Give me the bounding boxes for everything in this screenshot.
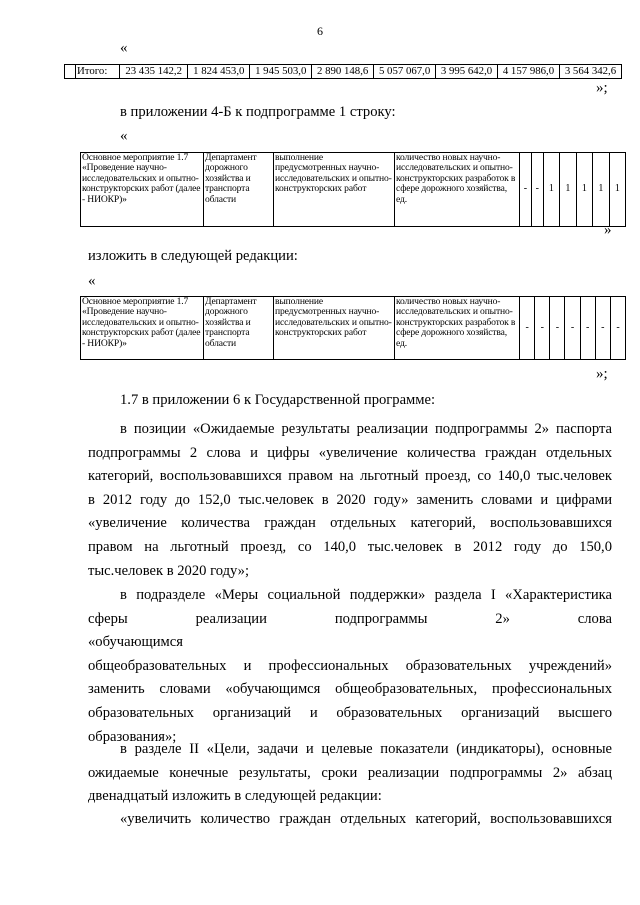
totals-value: 1 945 503,0 (250, 65, 312, 79)
quote-close: »; (596, 80, 608, 96)
totals-value: 4 157 986,0 (498, 65, 560, 79)
value-cell: - (565, 297, 580, 360)
value-cell: - (550, 297, 565, 360)
value-cell: 1 (543, 153, 559, 227)
paragraph-2 (88, 584, 612, 749)
intro-text-2: изложить в следующей редакции: (88, 248, 298, 264)
measure-table-old (80, 152, 626, 227)
totals-table (64, 64, 622, 79)
value-cell: - (580, 297, 595, 360)
paragraph-3 (88, 738, 612, 809)
value-cell: 1 (576, 153, 592, 227)
measure-table-new (80, 296, 626, 360)
value-cell: - (531, 153, 543, 227)
text-line: образования»; (88, 728, 177, 745)
value-cell: 1 (560, 153, 576, 227)
value-cell: 1 (593, 153, 609, 227)
value-cell: - (520, 297, 535, 360)
intro-text-1: в приложении 4-Б к подпрограмме 1 строку: (120, 104, 396, 120)
text-line: ожидаемые конечные результаты, сроки реализации подпрограммы 2» абзац (88, 764, 612, 781)
measure-name-cell: Основное мероприятие 1.7 «Проведение научно-исследовательских и опытно-конструкторских работ (далее - НИОКР)» (81, 153, 204, 227)
table-row (81, 297, 626, 360)
value-cell: - (520, 153, 532, 227)
measure-name-cell: Основное мероприятие 1.7 «Проведение научно-исследовательских и опытно-конструкторских работ (далее - НИОКР)» (81, 297, 204, 360)
indicator-cell: количество новых научно-исследовательских и опытно-конструкторских разработок в сфере дорожного хозяйства, ед. (395, 297, 520, 360)
quote-close: » (604, 222, 612, 238)
page-number: 6 (317, 24, 323, 38)
table-cell-empty (65, 65, 76, 79)
text-line: заменить словами «обучающимся общеобразовательных, профессиональных (88, 681, 612, 698)
text-line: образовательных организаций и образовательных организаций высшего (88, 704, 612, 721)
text-line: сферы реализации подпрограммы 2» слова «обучающимся (88, 610, 612, 651)
activity-cell: выполнение предусмотренных научно-исследовательских и опытно-конструкторских работ (274, 297, 395, 360)
totals-value: 2 890 148,6 (312, 65, 374, 79)
section-heading: 1.7 в приложении 6 к Государственной программе: (120, 392, 436, 408)
text-line: в позиции «Ожидаемые результаты реализации подпрограммы 2» паспорта (120, 421, 612, 437)
value-cell: - (610, 297, 625, 360)
text-line: категорий, воспользовавшихся правом на льготный проезд, со 140,0 тыс.человек (88, 468, 612, 485)
text-line: «увеличение количества граждан отдельных категорий, воспользовавшихся (88, 515, 612, 532)
table-row (65, 65, 622, 79)
text-line: двенадцатый изложить в следующей редакции: (88, 788, 382, 805)
totals-value: 5 057 067,0 (374, 65, 436, 79)
paragraph-1 (88, 418, 612, 583)
text-line: в подразделе «Меры социальной поддержки» раздела I «Характеристика (120, 587, 612, 603)
department-cell: Департамент дорожного хозяйства и транспорта области (204, 153, 274, 227)
value-cell: - (595, 297, 610, 360)
totals-value: 3 995 642,0 (436, 65, 498, 79)
quote-open: « (120, 40, 128, 56)
text-line: в 2012 году до 152,0 тыс.человек в 2020 году» заменить словами и цифрами (88, 491, 612, 508)
value-cell: - (535, 297, 550, 360)
totals-value: 3 564 342,6 (559, 65, 621, 79)
text-line: тыс.человек в 2020 году»; (88, 562, 250, 579)
text-line: «увеличить количество граждан отдельных категорий, воспользовавшихся (120, 811, 612, 827)
quote-open: « (88, 273, 96, 289)
totals-value: 1 824 453,0 (188, 65, 250, 79)
activity-cell: выполнение предусмотренных научно-исследовательских и опытно-конструкторских работ (274, 153, 395, 227)
value-cell: 1 (609, 153, 626, 227)
table-row (81, 153, 626, 227)
indicator-cell: количество новых научно-исследовательских и опытно-конструкторских разработок в сфере дорожного хозяйства, ед. (395, 153, 520, 227)
text-line: подпрограммы 2 слова и цифры «увеличение количества граждан отдельных (88, 444, 612, 461)
quote-close: »; (596, 366, 608, 382)
totals-value: 23 435 142,2 (120, 65, 188, 79)
department-cell: Департамент дорожного хозяйства и транспорта области (204, 297, 274, 360)
totals-label: Итого: (76, 65, 120, 79)
quote-open: « (120, 128, 128, 144)
text-line: правом на льготный проезд, со 140,0 тыс.человек в 2012 году до 150,0 (88, 538, 612, 555)
text-line: общеобразовательных и профессиональных образовательных учреждений» (88, 657, 612, 674)
text-line: в разделе II «Цели, задачи и целевые показатели (индикаторы), основные (120, 741, 612, 757)
paragraph-4 (88, 808, 612, 832)
